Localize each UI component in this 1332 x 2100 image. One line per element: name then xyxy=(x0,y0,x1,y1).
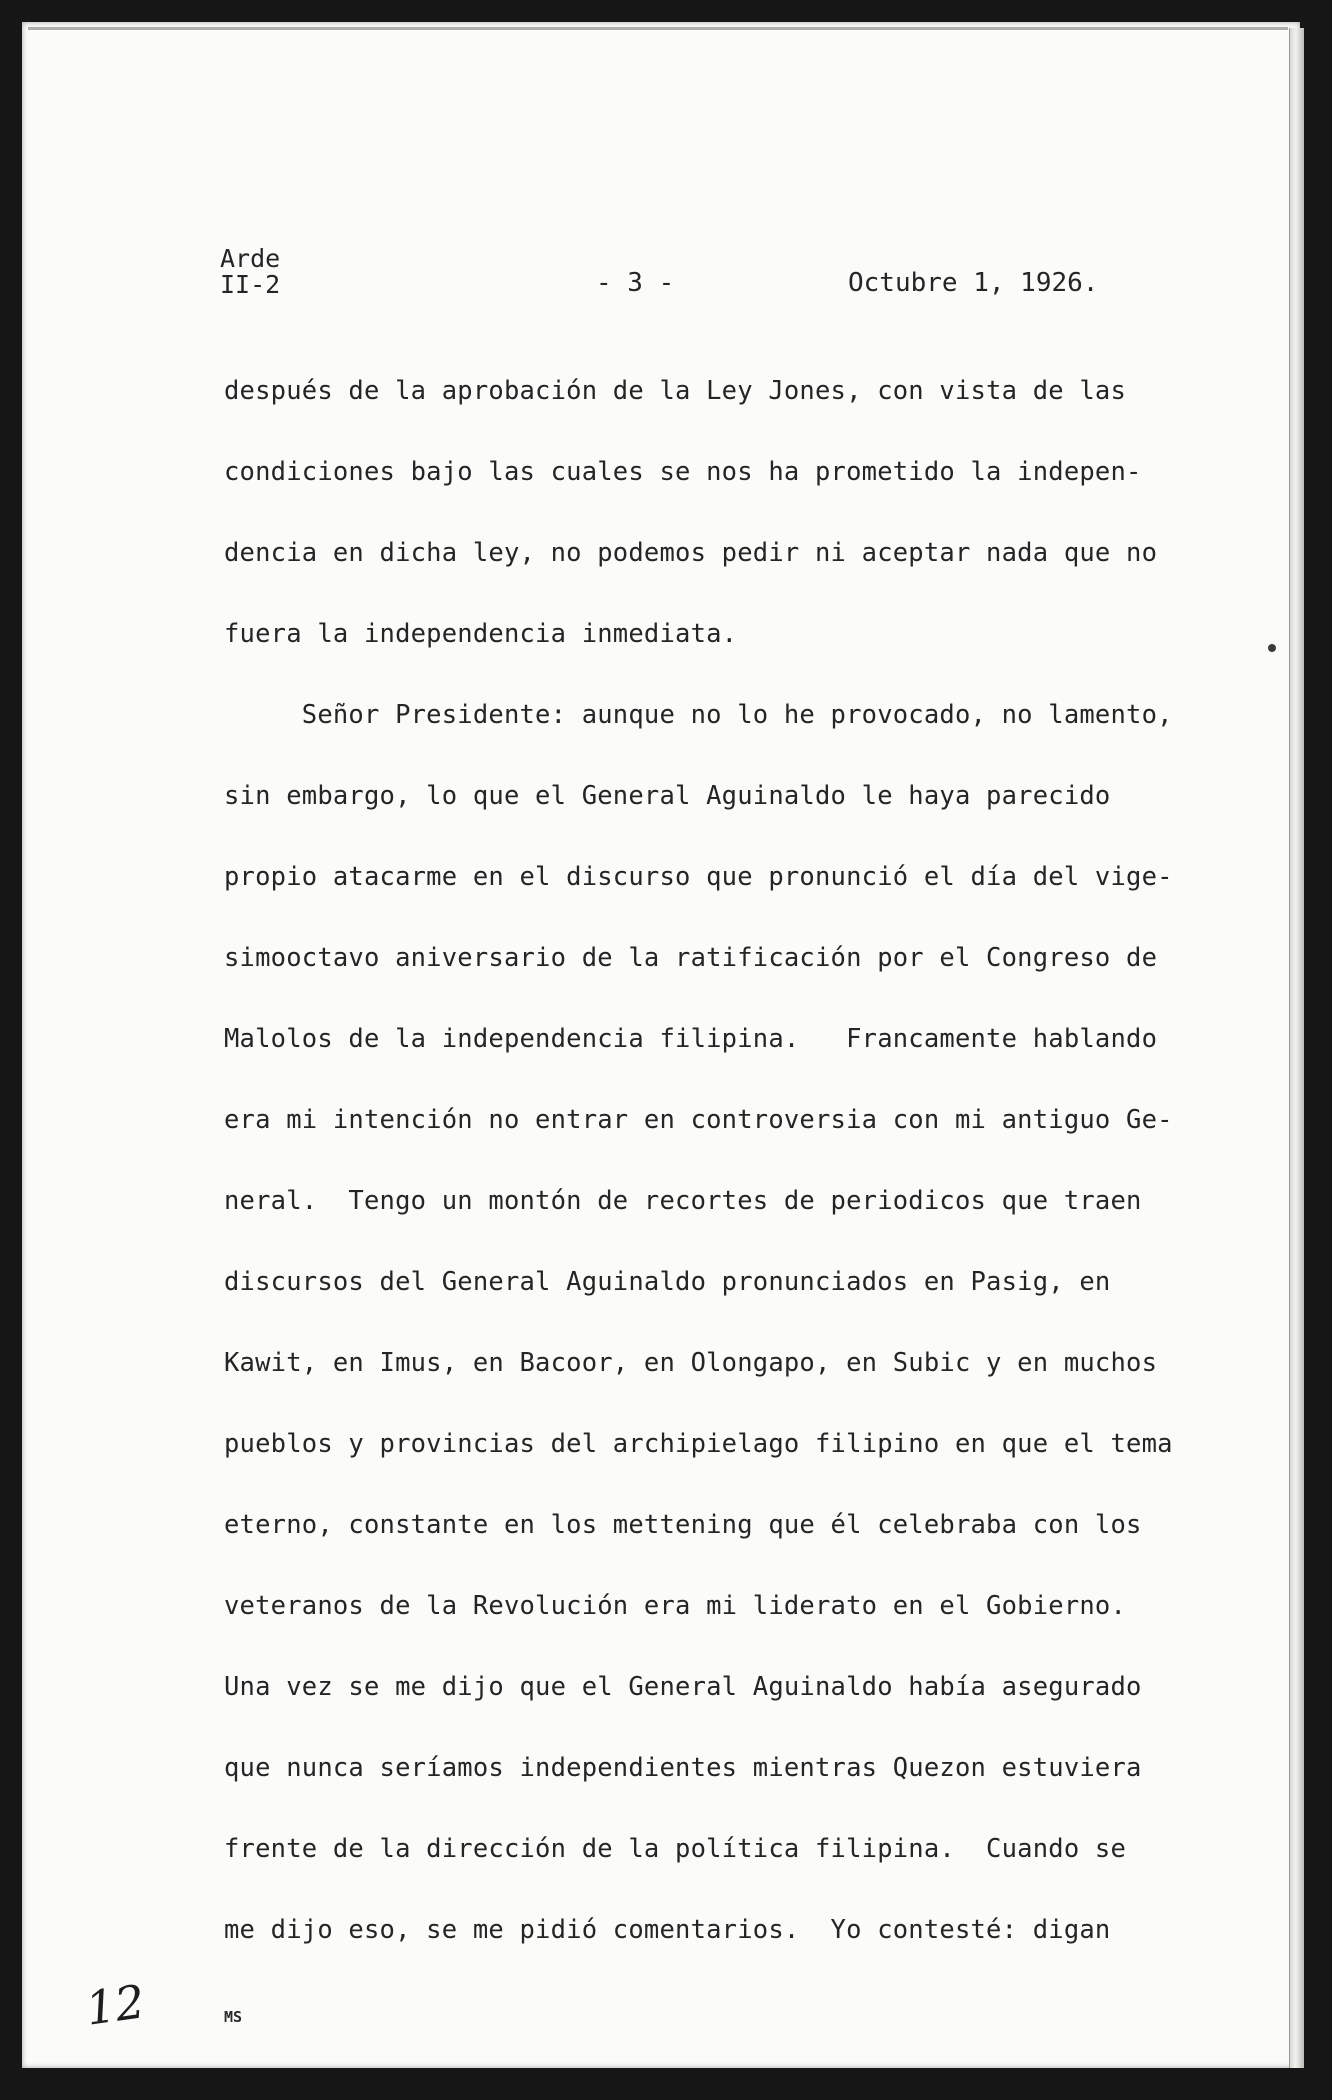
body-line: fuera la independencia inmediata. xyxy=(224,619,738,649)
document-date: Octubre 1, 1926. xyxy=(848,268,1099,298)
handwritten-page-mark: 12 xyxy=(82,1974,149,2036)
body-line: discursos del General Aguinaldo pronunciados en Pasig, en xyxy=(224,1267,1111,1297)
body-line: neral. Tengo un montón de recortes de periodicos que traen xyxy=(224,1186,1142,1216)
body-line: Una vez se me dijo que el General Aguinaldo había asegurado xyxy=(224,1672,1142,1702)
body-line: Kawit, en Imus, en Bacoor, en Olongapo, en Subic y en muchos xyxy=(224,1348,1158,1378)
body-line: era mi intención no entrar en controversia con mi antiguo Ge- xyxy=(224,1105,1173,1135)
body-line: dencia en dicha ley, no podemos pedir ni aceptar nada que no xyxy=(224,538,1158,568)
reference-line-2: II-2 xyxy=(220,270,281,299)
body-line: Señor Presidente: aunque no lo he provocado, no lamento, xyxy=(224,700,1173,730)
body-line: sin embargo, lo que el General Aguinaldo le haya parecido xyxy=(224,781,1111,811)
page-number: - 3 - xyxy=(596,268,675,298)
body-line: condiciones bajo las cuales se nos ha prometido la indepen- xyxy=(224,457,1142,487)
body-line: eterno, constante en los mettening que él celebraba con los xyxy=(224,1510,1142,1540)
body-line: frente de la dirección de la política filipina. Cuando se xyxy=(224,1834,1127,1864)
ink-speck xyxy=(1268,644,1276,652)
body-line: que nunca seríamos independientes mientras Quezon estuviera xyxy=(224,1753,1142,1783)
reference-line-1: Arde xyxy=(220,244,281,273)
body-line: después de la aprobación de la Ley Jones, con vista de las xyxy=(224,376,1127,406)
body-line: me dijo eso, se me pidió comentarios. Yo contesté: digan xyxy=(224,1915,1111,1945)
body-line: Malolos de la independencia filipina. Francamente hablando xyxy=(224,1024,1158,1054)
body-line: veteranos de la Revolución era mi liderato en el Gobierno. xyxy=(224,1591,1127,1621)
typist-initials: MS xyxy=(224,2008,243,2026)
body-line: simooctavo aniversario de la ratificación por el Congreso de xyxy=(224,943,1158,973)
document-reference xyxy=(220,246,280,298)
body-line: pueblos y provincias del archipielago filipino en que el tema xyxy=(224,1429,1173,1459)
body-line: propio atacarme en el discurso que pronunció el día del vige- xyxy=(224,862,1173,892)
